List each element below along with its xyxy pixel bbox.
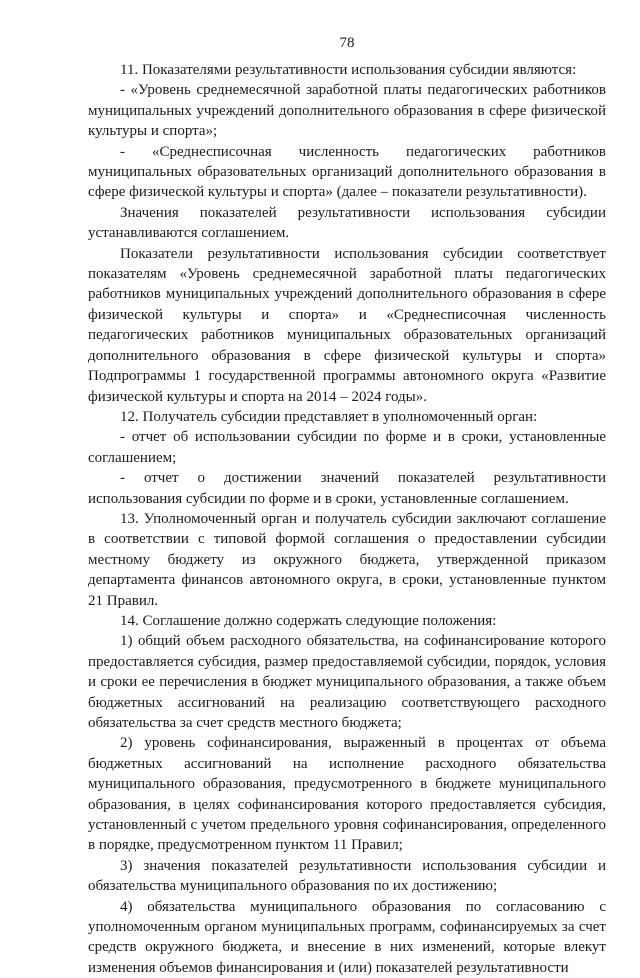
paragraph-11-values: Значения показателей результативности использования субсидии устанавливаются соглашением.	[88, 204, 606, 242]
paragraph-11-item-salary: - «Уровень среднемесячной заработной платы педагогических работников муниципальных учреждений дополнительного образования в сфере физической культуры и спорта»;	[88, 82, 606, 140]
paragraph-14-item-1: 1) общий объем расходного обязательства, на софинансирование которого предоставляется субсидия, размер предоставляемой субсидии, порядок, условия и сроки ее перечисления в бюджет муниципального образования, а также объем бюджетных ассигнований на реализацию соответствующего расходного обязательства за счет средств местного бюджета;	[88, 633, 606, 731]
document-body	[88, 60, 606, 978]
paragraph-12-heading: 12. Получатель субсидии представляет в уполномоченный орган:	[120, 408, 538, 425]
paragraph-13: 13. Уполномоченный орган и получатель субсидии заключают соглашение в соответствии с типовой формой соглашения о предоставлении субсидии местному бюджету из окружного бюджета, утвержденной приказом департамента финансов автономного округа, в сроки, установленные пунктом 21 Правил.	[88, 510, 606, 609]
paragraph-14-heading: 14. Соглашение должно содержать следующие положения:	[120, 612, 497, 629]
paragraph-11-correspondence: Показатели результативности использования субсидии соответствует показателям «Уровень среднемесячной заработной платы педагогических работников муниципальных учреждений дополнительного образования в сфере физической культуры и спорта» и «Среднесписочная численность педагогических работников муниципальных образовательных организаций дополнительного образования в сфере физической культуры и спорта» Подпрограммы 1 государственной программы автономного округа «Развитие физической культуры и спорта на 2014 – 2024 годы».	[88, 245, 606, 405]
paragraph-11-heading: 11. Показателями результативности использования субсидии являются:	[120, 62, 577, 78]
paragraph-12-item-achievement-report: - отчет о достижении значений показателей результативности использования субсидии по форме и в сроки, установленные соглашением.	[88, 470, 606, 507]
page-number: 78	[339, 35, 355, 51]
paragraph-11-item-headcount: - «Среднесписочная численность педагогических работников муниципальных образовательных организаций дополнительного образования в сфере физической культуры и спорта» (далее – показатели результативности).	[88, 143, 606, 201]
paragraph-14-item-2: 2) уровень софинансирования, выраженный в процентах от объема бюджетных ассигнований на исполнение расходного обязательства муниципального образования, предусмотренного в бюджете муниципального образования, в целях софинансирования которого предоставляется субсидия, установленный с учетом предельного уровня софинансирования, определенного в порядке, предусмотренном пунктом 11 Правил;	[88, 735, 606, 854]
paragraph-14-item-4: 4) обязательства муниципального образования по согласованию с уполномоченным органом муниципальных программ, софинансируемых за счет средств окружного бюджета, и внесение в них изменений, которые влекут изменения объемов финансирования и (или) показателей результативности	[88, 898, 606, 976]
paragraph-14-item-3: 3) значения показателей результативности использования субсидии и обязательства муниципального образования по их достижению;	[88, 857, 606, 895]
paragraph-12-item-usage-report: - отчет об использовании субсидии по форме и в сроки, установленные соглашением;	[88, 429, 606, 466]
